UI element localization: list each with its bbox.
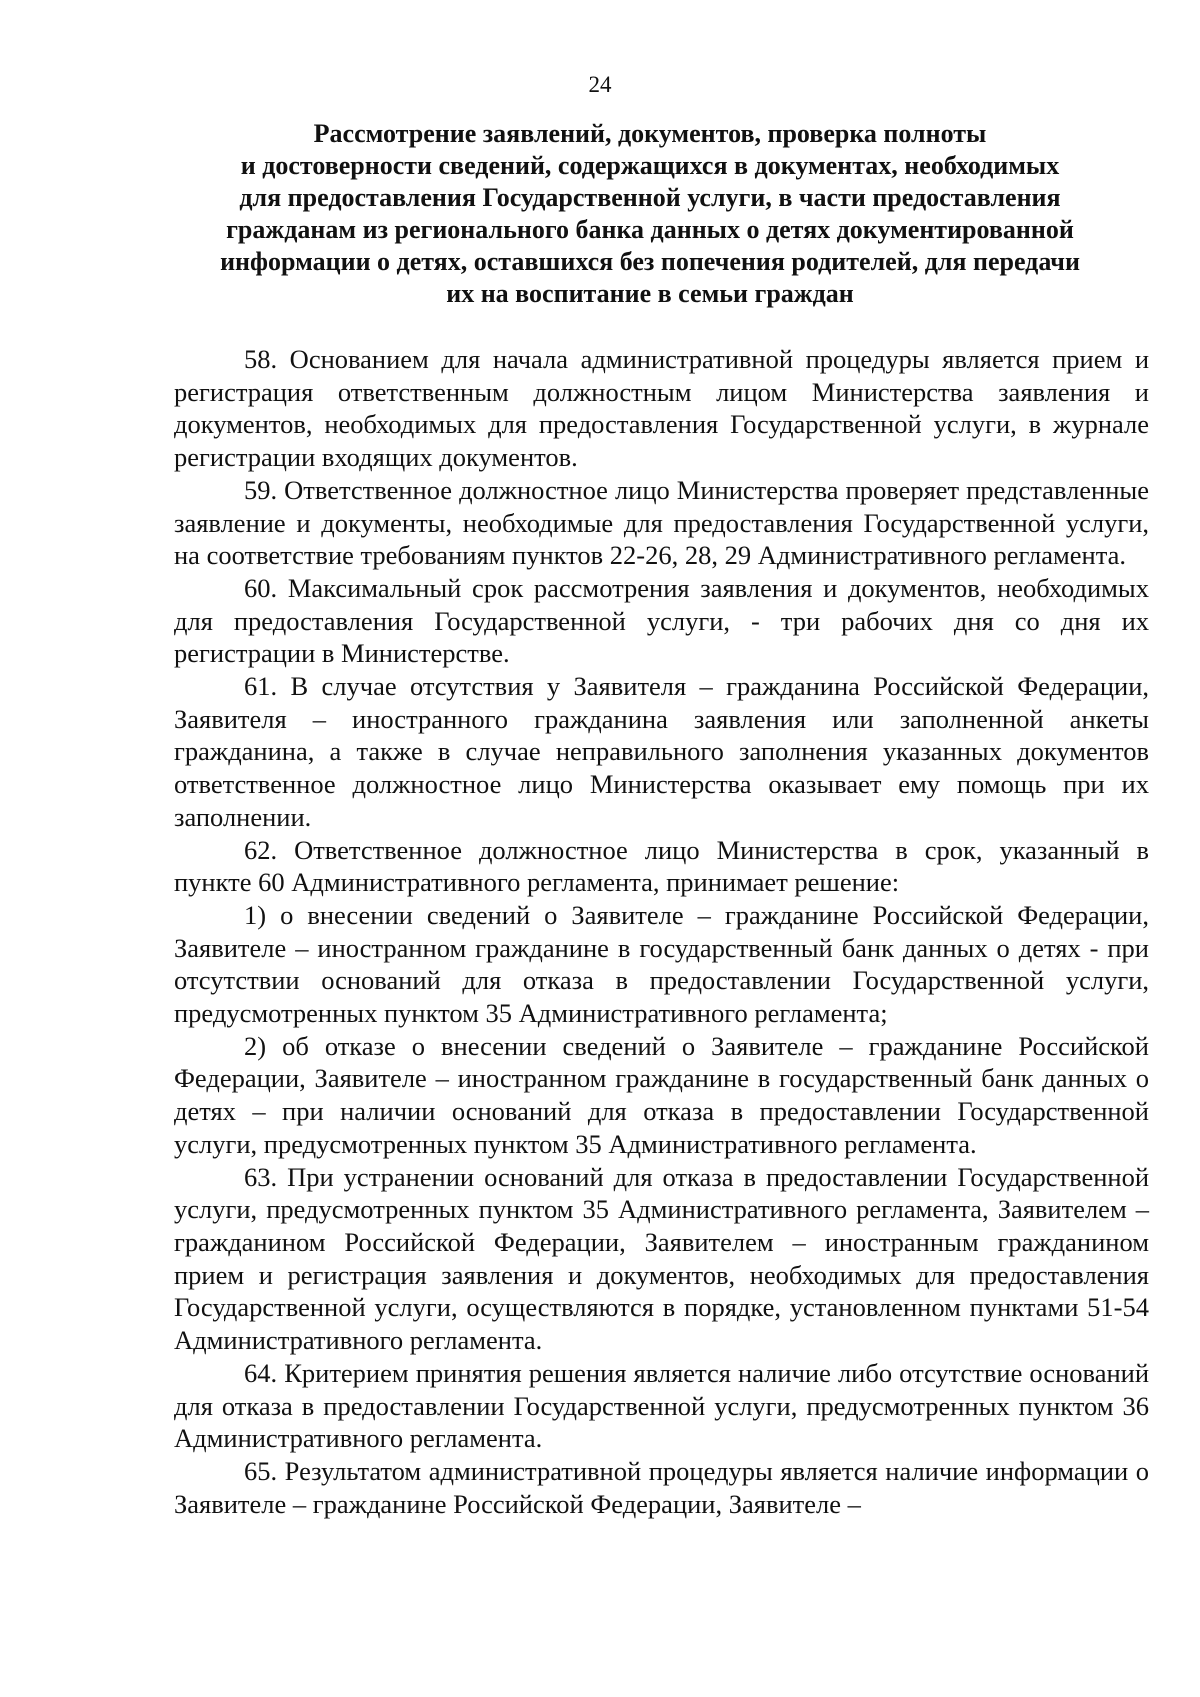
paragraph-64: 64. Критерием принятия решения является наличие либо отсутствие оснований для отказа в предоставлении Государственной услуги, предусмотренных пунктом 36 Административного регламента. — [174, 1357, 1149, 1454]
paragraph-62-item-2: 2) об отказе о внесении сведений о Заявителе – гражданине Российской Федерации, Заявителе – иностранном гражданине в государственный банк данных о детях – при наличии оснований для отказа в предоставлении Государственной услуги, предусмотренных пунктом 35 Административного регламента. — [174, 1030, 1149, 1159]
heading-line: и достоверности сведений, содержащихся в документах, необходимых — [240, 151, 1060, 180]
paragraph-65: 65. Результатом административной процедуры является наличие информации о Заявителе – гражданине Российской Федерации, Заявителе – — [174, 1455, 1149, 1519]
heading-line: информации о детях, оставшихся без попечения родителей, для передачи — [220, 247, 1080, 276]
section-heading — [170, 118, 1130, 310]
paragraph-63: 63. При устранении оснований для отказа в предоставлении Государственной услуги, предусмотренных пунктом 35 Административного регламента, Заявителем – гражданином Российской Федерации, Заявителем – иностранным гражданином прием и регистрация заявления и документов, необходимых для предоставления Государственной услуги, осуществляются в порядке, установленном пунктами 51-54 Административного регламента. — [174, 1161, 1149, 1356]
document-body — [174, 343, 1149, 1520]
paragraph-61: 61. В случае отсутствия у Заявителя – гражданина Российской Федерации, Заявителя – иностранного гражданина заявления или заполненной анкеты гражданина, а также в случае неправильного заполнения указанных документов ответственное должностное лицо Министерства оказывает ему помощь при их заполнении. — [174, 671, 1149, 832]
heading-line: гражданам из регионального банка данных о детях документированной — [226, 215, 1074, 244]
paragraph-62: 62. Ответственное должностное лицо Министерства в срок, указанный в пункте 60 Административного регламента, принимает решение: — [174, 834, 1149, 898]
heading-line: для предоставления Государственной услуги, в части предоставления — [239, 183, 1061, 212]
paragraph-59: 59. Ответственное должностное лицо Министерства проверяет представленные заявление и документы, необходимые для предоставления Государственной услуги, на соответствие требованиям пунктов 22-26, 28, 29 Административного регламента. — [174, 474, 1149, 571]
heading-line: их на воспитание в семьи граждан — [446, 279, 854, 308]
page-number: 24 — [588, 72, 612, 97]
paragraph-60: 60. Максимальный срок рассмотрения заявления и документов, необходимых для предоставления Государственной услуги, - три рабочих дня со дня их регистрации в Министерстве. — [174, 572, 1149, 669]
heading-line: Рассмотрение заявлений, документов, проверка полноты — [313, 119, 987, 148]
paragraph-58: 58. Основанием для начала административной процедуры является прием и регистрация ответственным должностным лицом Министерства заявления и документов, необходимых для предоставления Государственной услуги, в журнале регистрации входящих документов. — [174, 344, 1149, 473]
paragraph-62-item-1: 1) о внесении сведений о Заявителе – гражданине Российской Федерации, Заявителе – иностранном гражданине в государственный банк данных о детях - при отсутствии оснований для отказа в предоставлении Государственной услуги, предусмотренных пунктом 35 Административного регламента; — [174, 899, 1149, 1029]
